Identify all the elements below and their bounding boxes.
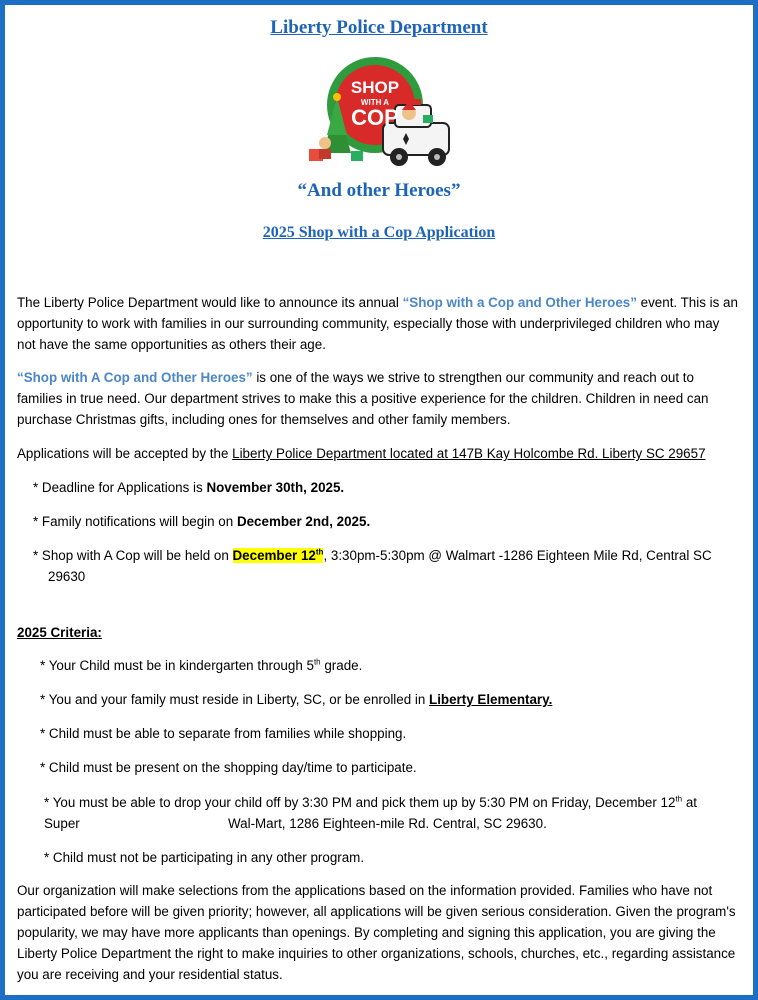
criteria-item-continued: Wal-Mart, 1286 Eighteen-mile Rd. Central, SC 29630. [228, 816, 547, 831]
deadline-line: * Deadline for Applications is November 30th, 2025. [33, 480, 345, 495]
criteria-item: * You must be able to drop your child off by 3:30 PM and pick them up by 5:30 PM on Friday, December 12th at [44, 794, 698, 810]
criteria-item: * Child must be able to separate from families while shopping. [40, 726, 407, 741]
criteria-item: * Your Child must be in kindergarten through 5th grade. [40, 657, 363, 673]
svg-text:COP: COP [351, 105, 399, 130]
application-title: 2025 Shop with a Cop Application [262, 224, 496, 241]
criteria-item: * Child must be present on the shopping day/time to participate. [40, 760, 417, 775]
closing-paragraph: Our organization will make selections from the applications based on the information provided. Families who have not participated before will be given priority; however, all applications will be given serious consideration. Given the program's popularity, we may have more applicants than openings. By completing and signing this application, you are giving the Liberty Police Department the right to make inquiries to other organizations, schools, churches, etc., regarding assistance you are receiving and your residential status. [17, 883, 736, 982]
criteria-item: * You and your family must reside in Liberty, SC, or be enrolled in Liberty Elementary. [40, 692, 553, 707]
intro-paragraph-1: The Liberty Police Department would like to announce its annual “Shop with a Cop and Other Heroes” event. This is an opportunity to work with families in our surrounding community, especially those with underprivileged children who may not have the same opportunities as others their age. [17, 295, 738, 352]
event-date-line: * Shop with A Cop will be held on December 12th, 3:30pm-5:30pm @ Walmart -1286 Eighteen Mile Rd, Central SC [33, 547, 712, 563]
applications-location: Applications will be accepted by the Liberty Police Department located at 147B Kay Holcombe Rd. Liberty SC 29657 [17, 446, 706, 461]
svg-text:WITH A: WITH A [360, 98, 390, 107]
subtitle: “And other Heroes” [297, 180, 461, 201]
svg-text:SHOP: SHOP [350, 78, 400, 97]
criteria-heading: 2025 Criteria: [17, 625, 102, 640]
criteria-item: * Child must not be participating in any other program. [44, 850, 365, 865]
intro-paragraph-2: “Shop with A Cop and Other Heroes” is one of the ways we strive to strengthen our community and reach out to families in true need. Our department strives to make this a positive experience for the children. Children in need can purchase Christmas gifts, including ones for themselves and other family members. [17, 370, 709, 427]
event-zip: 29630 [48, 569, 86, 584]
criteria-item-continued: Super [44, 816, 80, 831]
shop-with-a-cop-logo [303, 53, 455, 171]
page-title: Liberty Police Department [270, 17, 488, 38]
notification-line: * Family notifications will begin on December 2nd, 2025. [33, 514, 371, 529]
